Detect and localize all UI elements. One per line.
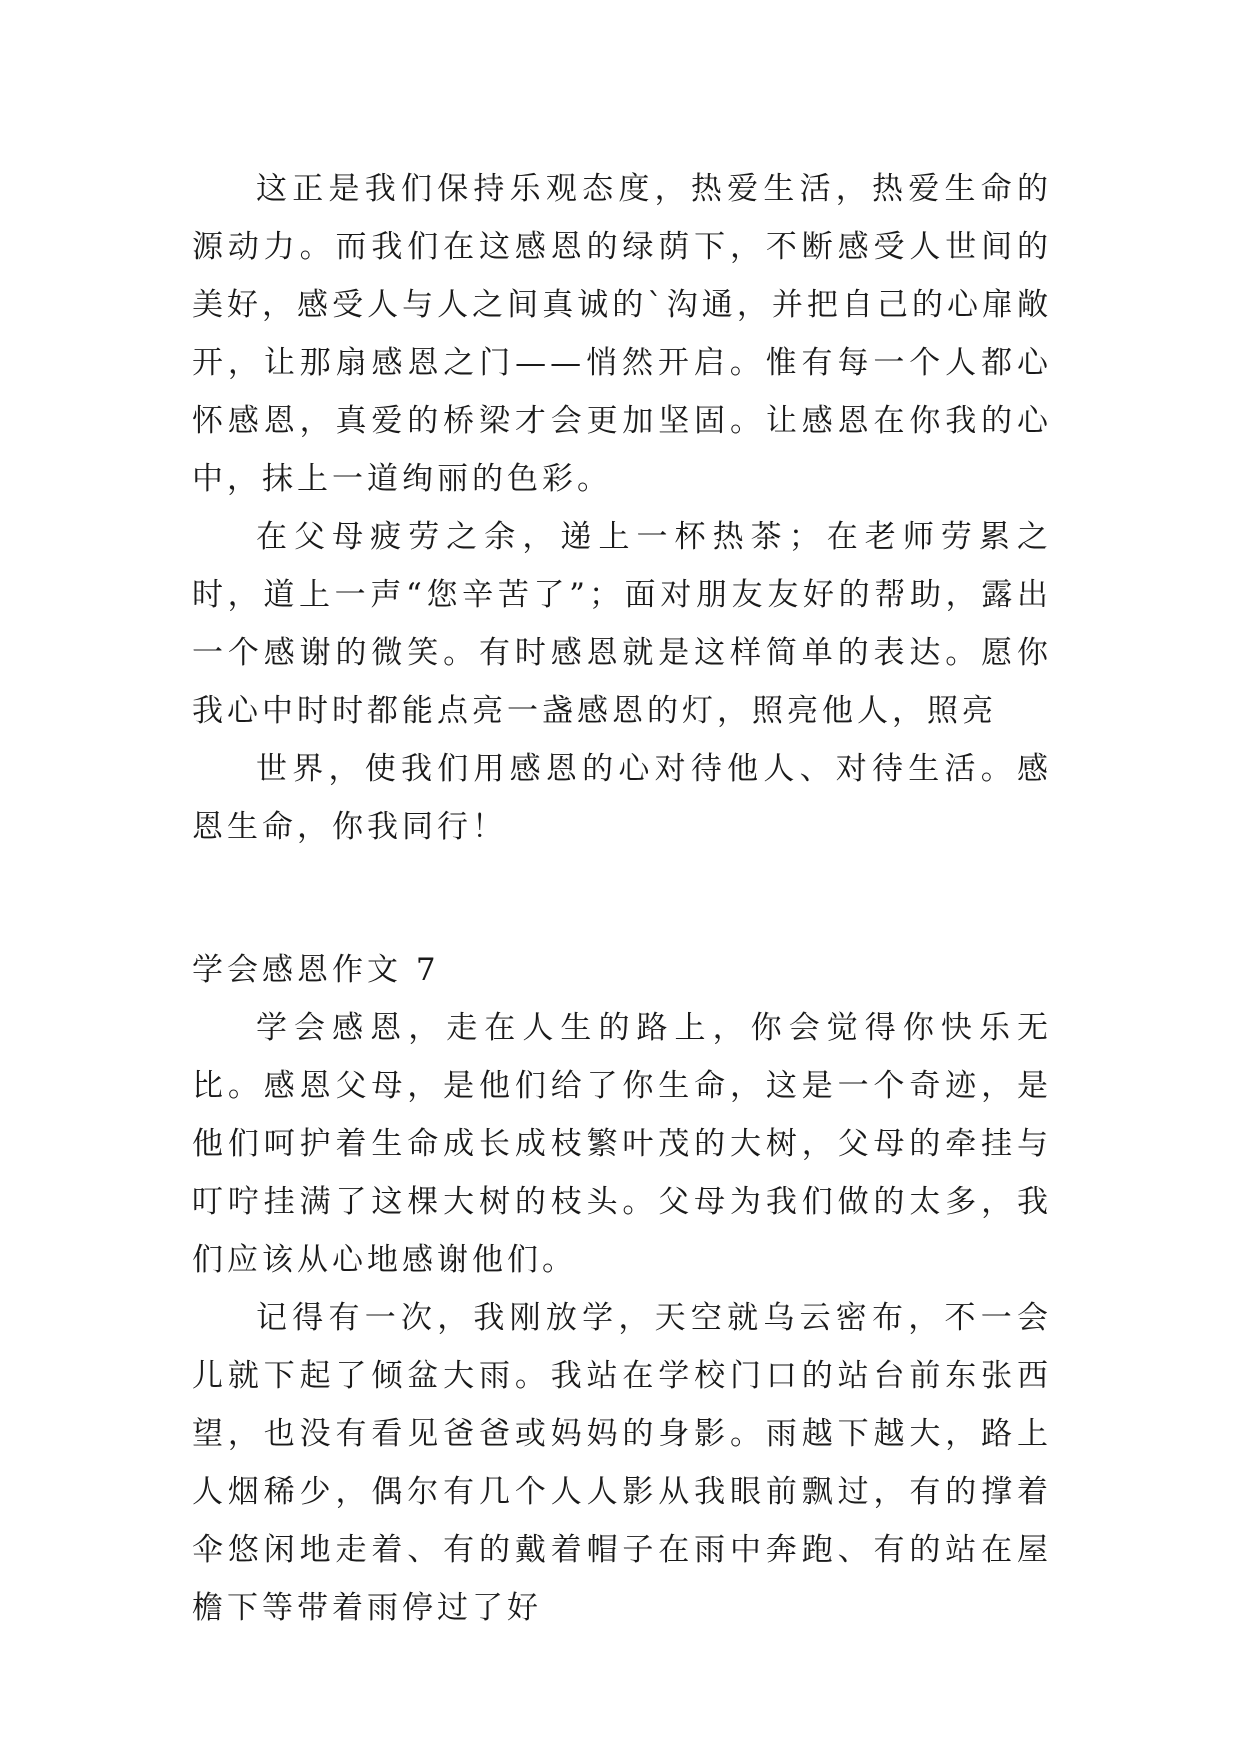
paragraph: 在父母疲劳之余，递上一杯热茶；在老师劳累之时，道上一声“您辛苦了”；面对朋友友好的帮助，露出一个感谢的微笑。有时感恩就是这样简单的表达。愿你我心中时时都能点亮一盏感恩的灯，照亮他人，照亮 (192, 519, 1052, 729)
paragraph: 记得有一次，我刚放学，天空就乌云密布，不一会儿就下起了倾盆大雨。我站在学校门口的站台前东张西望，也没有看见爸爸或妈妈的身影。雨越下越大，路上人烟稀少，偶尔有几个人人影从我眼前飘过，有的撑着伞悠闲地走着、有的戴着帽子在雨中奔跑、有的站在屋檐下等带着雨停过了好 (192, 1300, 1052, 1626)
paragraph: 学会感恩，走在人生的路上，你会觉得你快乐无比。感恩父母，是他们给了你生命，这是一个奇迹，是他们呵护着生命成长成枝繁叶茂的大树，父母的牵挂与叮咛挂满了这棵大树的枝头。父母为我们做的太多，我们应该从心地感谢他们。 (192, 1010, 1052, 1278)
paragraph: 这正是我们保持乐观态度，热爱生活，热爱生命的源动力。而我们在这感恩的绿荫下，不断感受人世间的美好，感受人与人之间真诚的`沟通，并把自己的心扉敞开，让那扇感恩之门——悄然开启。惟有每一个人都心怀感恩，真爱的桥梁才会更加坚固。让感恩在你我的心中，抹上一道绚丽的色彩。 (192, 171, 1052, 497)
paragraph: 世界，使我们用感恩的心对待他人、对待生活。感恩生命，你我同行！ (192, 751, 1052, 845)
document-page (192, 160, 1052, 1637)
section-title: 学会感恩作文 7 (192, 952, 440, 988)
section-spacer (192, 856, 1052, 941)
